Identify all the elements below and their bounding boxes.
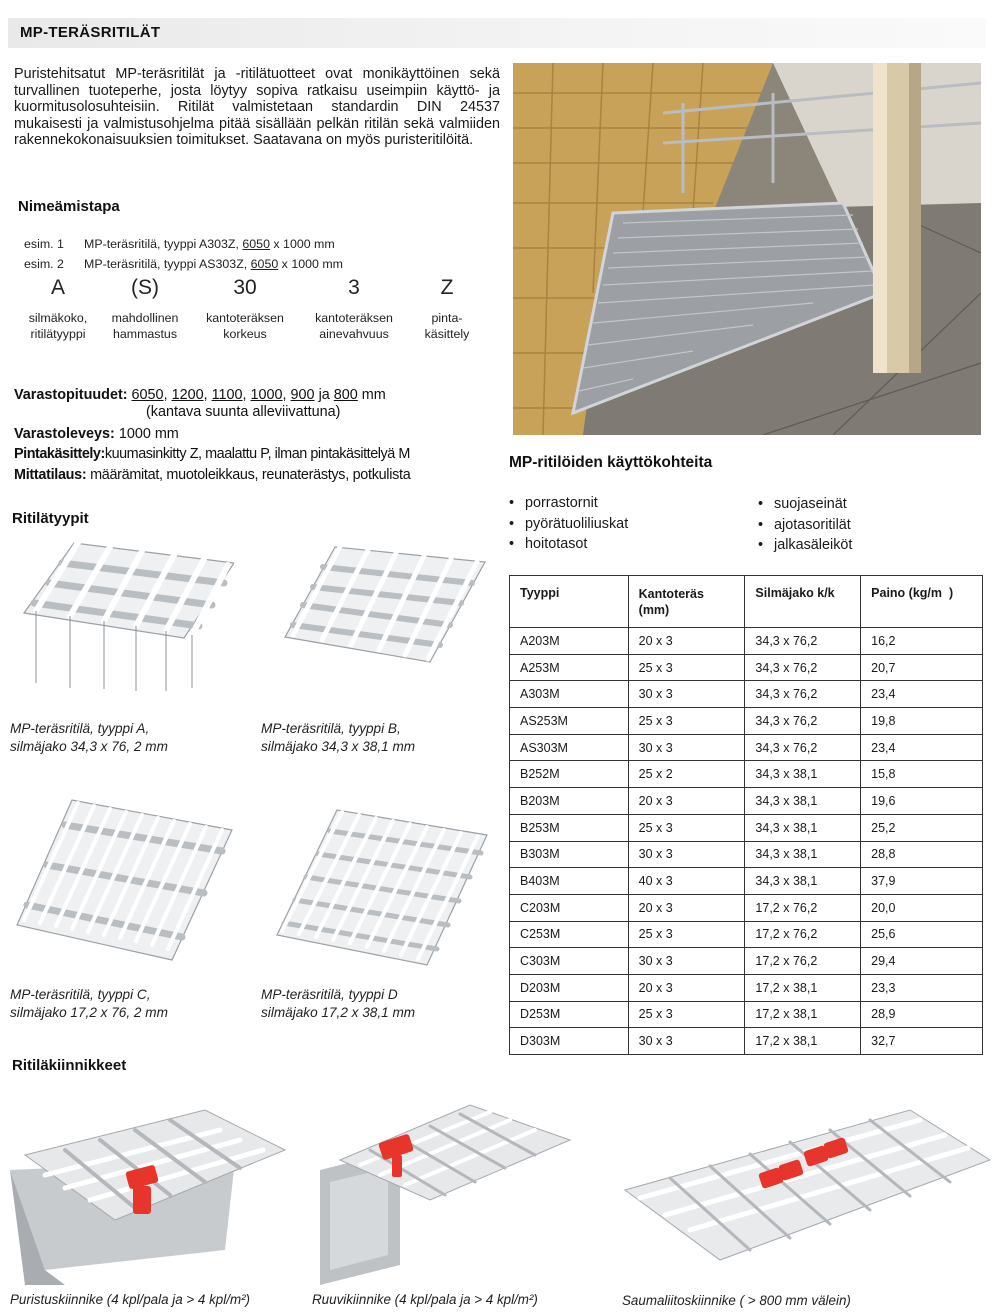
screw-fastener-caption: Ruuvikiinnike (4 kpl/pala ja > 4 kpl/m²) xyxy=(312,1292,538,1307)
cell-mesh: 34,3 x 76,2 xyxy=(745,654,861,681)
grating-type-b xyxy=(265,537,490,687)
table-row xyxy=(510,1028,983,1055)
cell-weight: 28,9 xyxy=(861,1001,983,1028)
cell-bearing-bar: 20 x 3 xyxy=(628,628,745,655)
seam-fastener-image xyxy=(620,1100,990,1280)
list-item: • jalkasäleiköt xyxy=(758,535,852,556)
usage-list-1 xyxy=(509,493,628,555)
example-length: 6050 xyxy=(242,237,270,251)
cell-type: D303M xyxy=(510,1028,629,1055)
col-header-weight: Paino (kg/m ) xyxy=(861,576,983,628)
grating-type-d xyxy=(262,805,490,970)
cell-type: C303M xyxy=(510,948,629,975)
cell-weight: 16,2 xyxy=(861,628,983,655)
cell-type: B303M xyxy=(510,841,629,868)
example-label: esim. 1 xyxy=(24,237,64,251)
grating-caption-b: MP-teräsritilä, tyyppi B, silmäjako 34,3 x 38,1 mm xyxy=(261,721,416,754)
cell-bearing-bar: 20 x 3 xyxy=(628,974,745,1001)
example-text: MP-teräsritilä, tyyppi A303Z, xyxy=(84,237,243,251)
cell-weight: 37,9 xyxy=(861,868,983,895)
code-description: kantoteräksen ainevahvuus xyxy=(315,311,393,341)
cell-weight: 25,6 xyxy=(861,921,983,948)
cell-weight: 20,7 xyxy=(861,654,983,681)
list-item: • hoitotasot xyxy=(509,534,628,555)
cell-mesh: 34,3 x 38,1 xyxy=(745,761,861,788)
table-row xyxy=(510,841,983,868)
cell-weight: 15,8 xyxy=(861,761,983,788)
cell-bearing-bar: 25 x 2 xyxy=(628,761,745,788)
col-header-bearing-bar: Kantoteräs (mm) xyxy=(628,576,745,628)
code-description: mahdollinen hammastus xyxy=(111,311,179,341)
cell-bearing-bar: 20 x 3 xyxy=(628,788,745,815)
table-row xyxy=(510,708,983,735)
code-description: pinta- käsittely xyxy=(424,311,470,341)
cell-mesh: 34,3 x 76,2 xyxy=(745,708,861,735)
table-row xyxy=(510,894,983,921)
clamp-fastener-caption: Puristuskiinnike (4 kpl/pala ja > 4 kpl/m²) xyxy=(10,1292,251,1307)
table-row xyxy=(510,814,983,841)
stock-lengths: Varastopituudet: 6050, 1200, 1100, 1000, 900 ja 800 mm xyxy=(14,387,386,403)
usage-list-2 xyxy=(758,494,852,556)
cell-weight: 29,4 xyxy=(861,948,983,975)
list-item: • ajotasoritilät xyxy=(758,515,852,536)
cell-mesh: 34,3 x 76,2 xyxy=(745,734,861,761)
code-letter: Z xyxy=(440,276,454,299)
stock-lengths-label: Varastopituudet xyxy=(14,387,123,403)
cell-mesh: 34,3 x 38,1 xyxy=(745,841,861,868)
example-text: MP-teräsritilä, tyyppi AS303Z, xyxy=(84,257,251,271)
fasteners-heading: Ritiläkiinnikkeet xyxy=(12,1057,127,1074)
cell-bearing-bar: 25 x 3 xyxy=(628,921,745,948)
table-row xyxy=(510,654,983,681)
page-title: MP-TERÄSRITILÄT xyxy=(20,24,161,41)
screw-fastener-image xyxy=(310,1100,575,1285)
cell-type: B203M xyxy=(510,788,629,815)
cell-mesh: 17,2 x 76,2 xyxy=(745,894,861,921)
code-description: kantoteräksen korkeus xyxy=(206,311,284,341)
list-item: • suojaseinät xyxy=(758,494,852,515)
cell-weight: 19,6 xyxy=(861,788,983,815)
cell-type: C203M xyxy=(510,894,629,921)
example-label: esim. 2 xyxy=(24,257,64,271)
cell-type: A253M xyxy=(510,654,629,681)
clamp-fastener-image xyxy=(5,1100,290,1285)
code-letter: 3 xyxy=(348,276,360,299)
table-header-row xyxy=(510,576,983,628)
cell-weight: 32,7 xyxy=(861,1028,983,1055)
cell-mesh: 17,2 x 38,1 xyxy=(745,1028,861,1055)
cell-bearing-bar: 30 x 3 xyxy=(628,734,745,761)
table-row xyxy=(510,974,983,1001)
list-item: • porrastornit xyxy=(509,493,628,514)
cell-type: D203M xyxy=(510,974,629,1001)
naming-example-2 xyxy=(24,257,343,271)
spec-table xyxy=(509,575,983,1055)
cell-weight: 23,3 xyxy=(861,974,983,1001)
cell-bearing-bar: 40 x 3 xyxy=(628,868,745,895)
example-length: 6050 xyxy=(250,257,279,271)
cell-type: AS253M xyxy=(510,708,629,735)
naming-example-1 xyxy=(24,237,335,251)
cell-type: C253M xyxy=(510,921,629,948)
cell-type: B252M xyxy=(510,761,629,788)
stock-lengths-note: (kantava suunta alleviivattuna) xyxy=(146,404,341,420)
usage-heading: MP-ritilöiden käyttökohteita xyxy=(509,454,713,471)
cell-bearing-bar: 25 x 3 xyxy=(628,708,745,735)
cell-bearing-bar: 20 x 3 xyxy=(628,894,745,921)
cell-weight: 25,2 xyxy=(861,814,983,841)
cell-bearing-bar: 25 x 3 xyxy=(628,654,745,681)
cell-mesh: 17,2 x 38,1 xyxy=(745,974,861,1001)
cell-type: AS303M xyxy=(510,734,629,761)
cell-mesh: 34,3 x 76,2 xyxy=(745,628,861,655)
code-letter: 30 xyxy=(233,276,257,299)
table-row xyxy=(510,681,983,708)
cell-mesh: 34,3 x 38,1 xyxy=(745,788,861,815)
cell-bearing-bar: 30 x 3 xyxy=(628,1028,745,1055)
table-row xyxy=(510,1001,983,1028)
table-row xyxy=(510,628,983,655)
cell-type: D253M xyxy=(510,1001,629,1028)
table-row xyxy=(510,788,983,815)
cell-weight: 19,8 xyxy=(861,708,983,735)
col-header-type: Tyyppi xyxy=(510,576,629,628)
cell-bearing-bar: 25 x 3 xyxy=(628,1001,745,1028)
table-row xyxy=(510,734,983,761)
cell-weight: 23,4 xyxy=(861,734,983,761)
table-row xyxy=(510,868,983,895)
seam-fastener-caption: Saumaliitoskiinnike ( > 800 mm välein) xyxy=(622,1293,851,1308)
grating-caption-d: MP-teräsritilä, tyyppi D silmäjako 17,2 x 38,1 mm xyxy=(261,987,416,1020)
surface-treatment: Pintakäsittely:kuumasinkitty Z, maalattu P, ilman pintakäsittelyä M xyxy=(14,446,410,462)
cell-mesh: 17,2 x 76,2 xyxy=(745,921,861,948)
col-header-mesh: Silmäjako k/k xyxy=(745,576,861,628)
naming-heading: Nimeämistapa xyxy=(18,198,120,215)
code-letter: (S) xyxy=(131,276,159,299)
grating-caption-c: MP-teräsritilä, tyyppi C, silmäjako 17,2 x 76, 2 mm xyxy=(10,987,168,1020)
grating-type-a xyxy=(14,533,234,693)
cell-bearing-bar: 25 x 3 xyxy=(628,814,745,841)
example-rest: x 1000 mm xyxy=(269,237,335,251)
cell-type: A203M xyxy=(510,628,629,655)
cell-weight: 20,0 xyxy=(861,894,983,921)
cell-bearing-bar: 30 x 3 xyxy=(628,841,745,868)
cell-mesh: 34,3 x 76,2 xyxy=(745,681,861,708)
intro-paragraph: Puristehitsatut MP-teräsritilät ja -ritilätuotteet ovat monikäyttöinen sekä turvallinen tuoteperhe, josta löytyy sopiva ratkaisu useimpiin käyttö- ja kuormitusolosuhteisiin. Ritilät valmistetaan standardin DIN 24537 mukaisesti ja valmistusohjelma pitää sisällään pelkän ritilän sekä valmiiden rakennekokonaisuuksien toimitukset. Saatavana on myös puristeritilöitä. xyxy=(14,66,500,149)
cell-mesh: 17,2 x 38,1 xyxy=(745,1001,861,1028)
table-row xyxy=(510,761,983,788)
code-description: silmäkoko, ritilätyyppi xyxy=(28,311,88,341)
cell-weight: 23,4 xyxy=(861,681,983,708)
cell-weight: 28,8 xyxy=(861,841,983,868)
installation-photo xyxy=(513,63,981,435)
cell-bearing-bar: 30 x 3 xyxy=(628,681,745,708)
table-row xyxy=(510,948,983,975)
custom-order: Mittatilaus: määrämitat, muotoleikkaus, reunaterästys, potkulista xyxy=(14,467,411,483)
cell-mesh: 34,3 x 38,1 xyxy=(745,814,861,841)
cell-type: B253M xyxy=(510,814,629,841)
grating-type-c xyxy=(12,795,237,965)
example-rest: x 1000 mm xyxy=(278,257,343,271)
cell-mesh: 17,2 x 76,2 xyxy=(745,948,861,975)
stock-width: Varastoleveys: 1000 mm xyxy=(14,426,179,442)
types-heading: Ritilätyypit xyxy=(12,510,89,527)
cell-type: A303M xyxy=(510,681,629,708)
code-letter: A xyxy=(50,276,65,299)
table-row xyxy=(510,921,983,948)
cell-type: B403M xyxy=(510,868,629,895)
cell-mesh: 34,3 x 38,1 xyxy=(745,868,861,895)
list-item: • pyörätuoliliuskat xyxy=(509,514,628,535)
grating-caption-a: MP-teräsritilä, tyyppi A, silmäjako 34,3 x 76, 2 mm xyxy=(10,721,168,754)
table-body xyxy=(510,628,983,1055)
cell-bearing-bar: 30 x 3 xyxy=(628,948,745,975)
